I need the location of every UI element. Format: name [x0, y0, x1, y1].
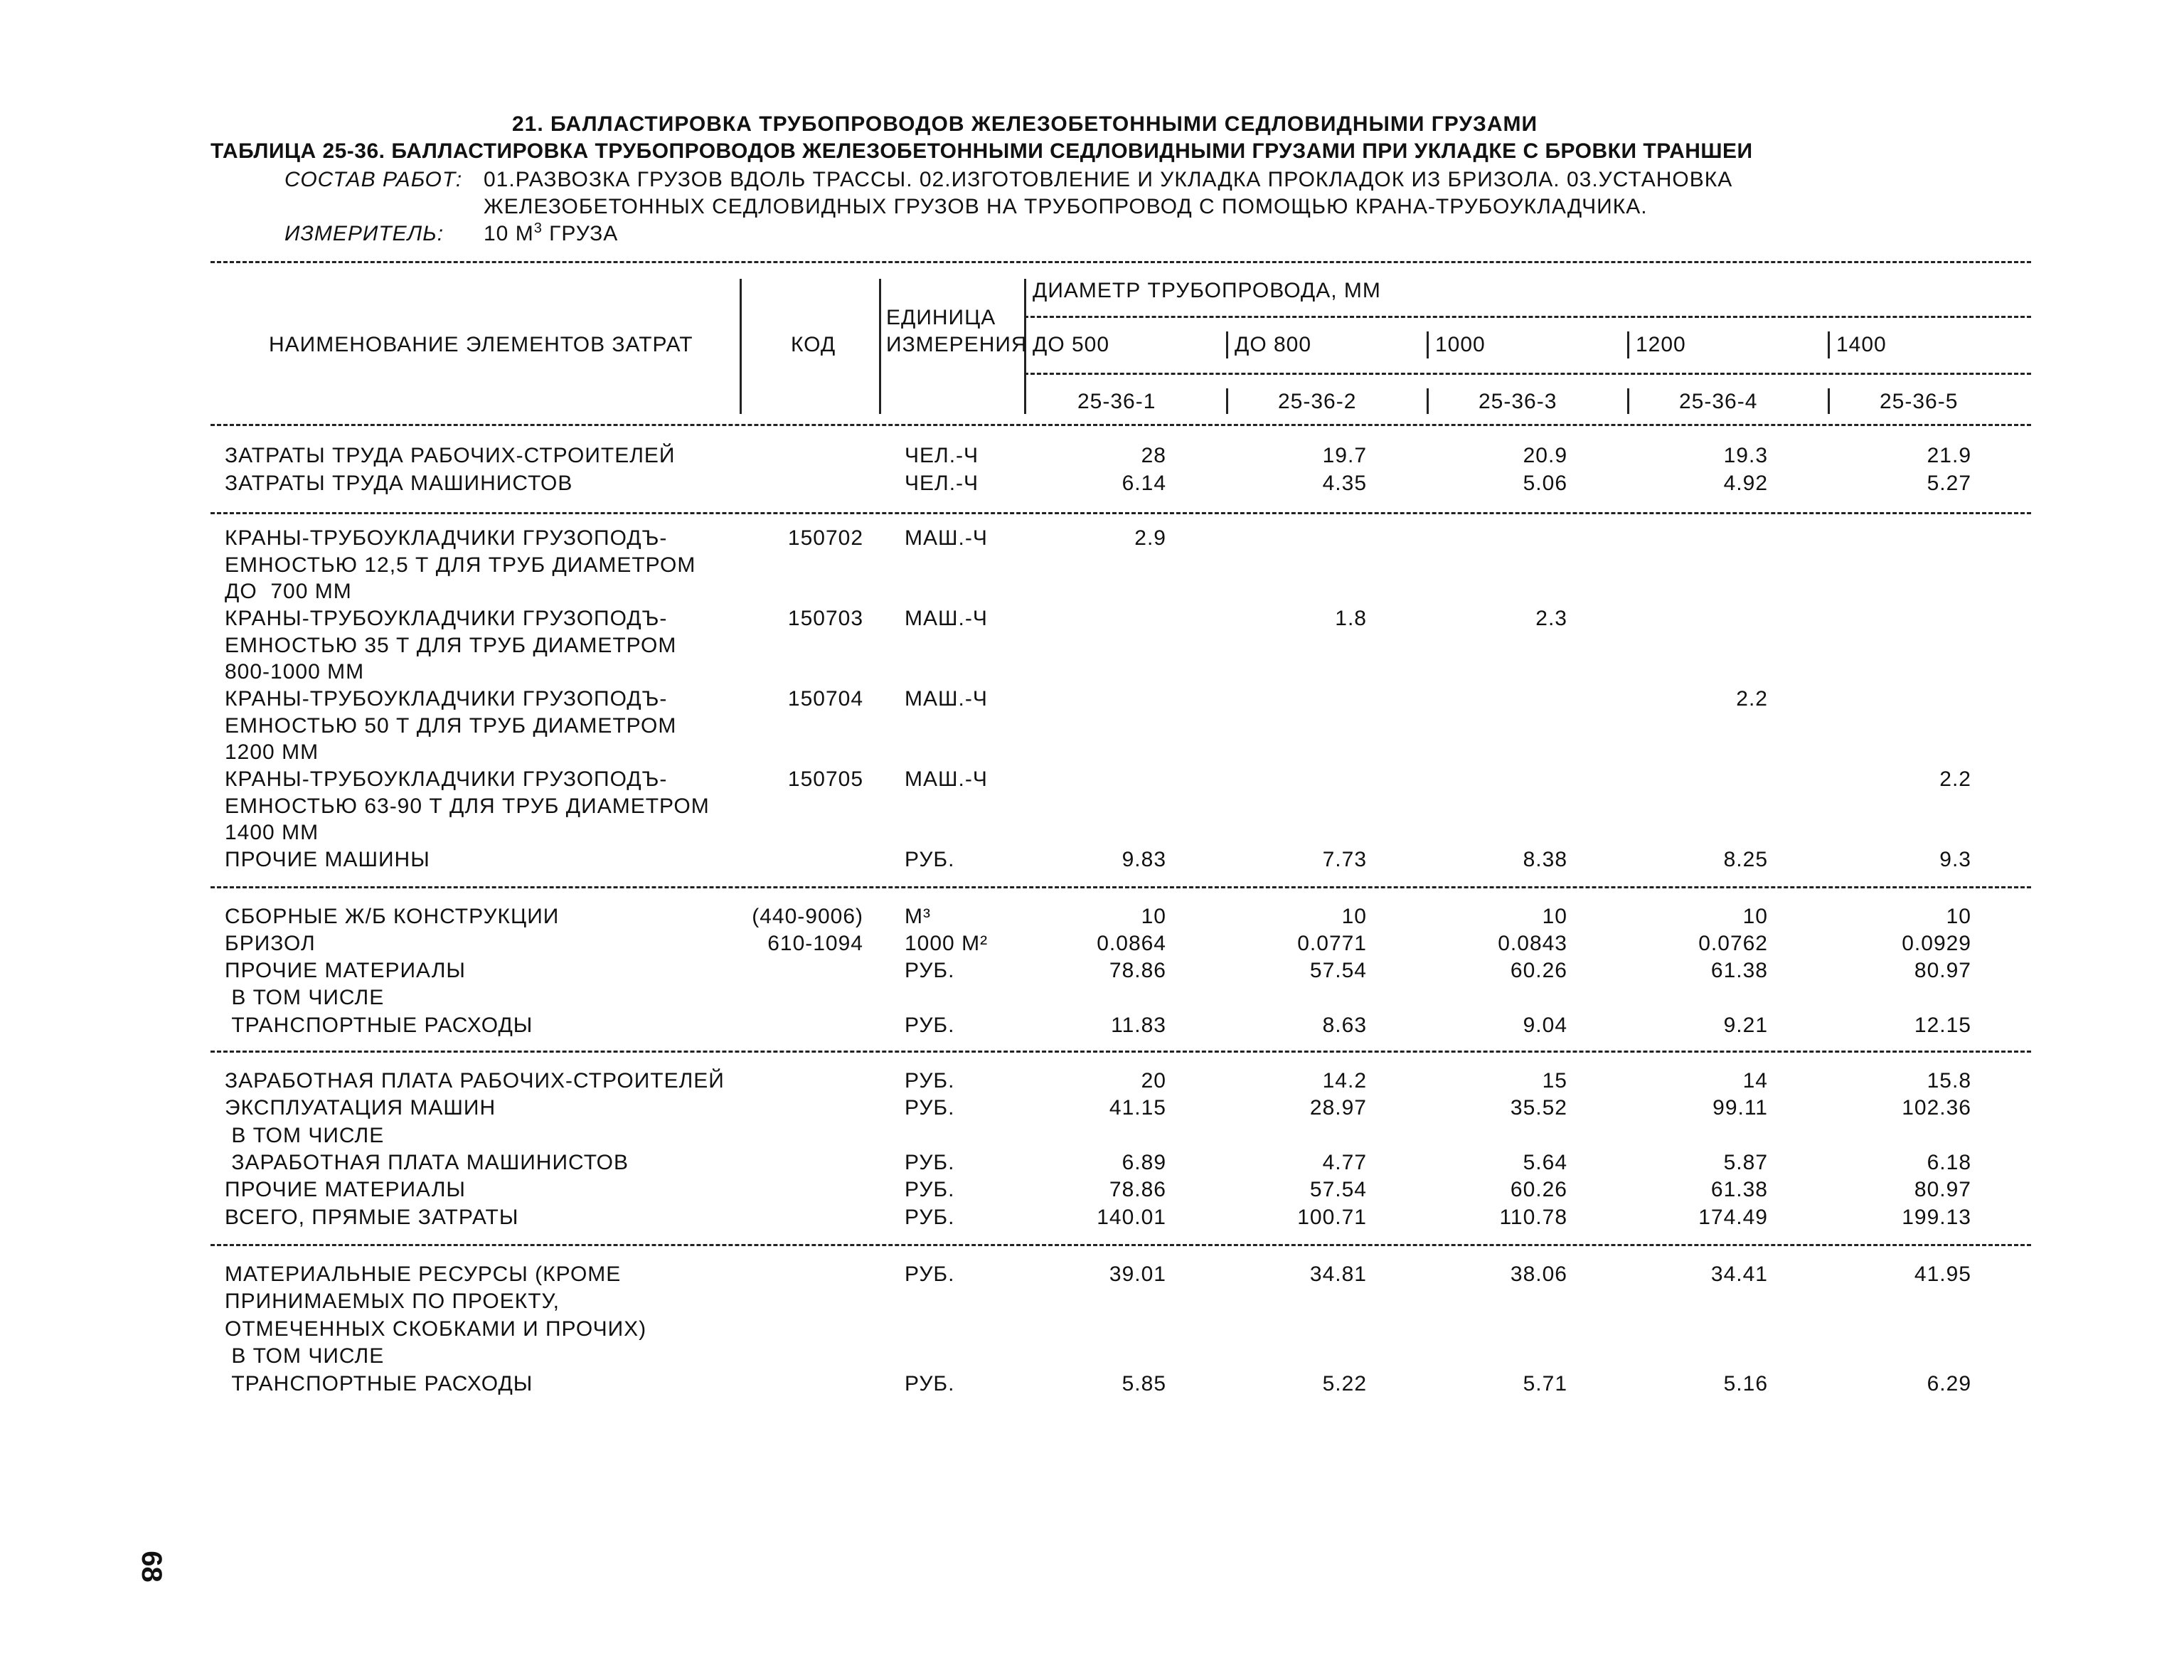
row-value-col-2: 4.35	[1322, 472, 1367, 495]
row-name: ПРОЧИЕ МАТЕРИАЛЫ	[225, 1178, 466, 1201]
row-code: 150702	[787, 526, 863, 550]
row-value-col-5: 5.27	[1927, 472, 1971, 495]
section-rule	[211, 1051, 2031, 1053]
row-name: ЗАТРАТЫ ТРУДА РАБОЧИХ-СТРОИТЕЛЕЙ	[225, 444, 676, 467]
row-name: КРАНЫ-ТРУБОУКЛАДЧИКИ ГРУЗОПОДЪ-	[225, 687, 668, 711]
row-unit: РУБ.	[905, 1151, 955, 1174]
row-unit: РУБ.	[905, 1096, 955, 1120]
row-value-col-5: 6.29	[1927, 1372, 1971, 1395]
row-name: ЕМНОСТЬЮ 63-90 Т ДЛЯ ТРУБ ДИАМЕТРОМ	[225, 794, 710, 818]
row-value-col-4: 5.16	[1723, 1372, 1768, 1395]
column-divider	[1627, 388, 1629, 414]
row-code: (440-9006)	[752, 905, 863, 928]
header-diameter-group: ДИАМЕТР ТРУБОПРОВОДА, ММ	[1033, 279, 1381, 302]
row-name: 800-1000 ММ	[225, 660, 365, 684]
row-value-col-4: 10	[1742, 905, 1768, 928]
row-value-col-5: 80.97	[1914, 1178, 1971, 1201]
row-name: МАТЕРИАЛЬНЫЕ РЕСУРСЫ (КРОМЕ	[225, 1262, 622, 1286]
row-value-col-2: 57.54	[1309, 1178, 1367, 1201]
row-unit: М³	[905, 905, 931, 928]
row-value-col-4: 4.92	[1723, 472, 1768, 495]
row-value-col-2: 10	[1341, 905, 1367, 928]
row-name: ЗАРАБОТНАЯ ПЛАТА РАБОЧИХ-СТРОИТЕЛЕЙ	[225, 1069, 725, 1092]
rule	[211, 424, 2031, 426]
row-value-col-4: 61.38	[1710, 959, 1768, 982]
header-diameter-500: ДО 500	[1033, 333, 1110, 356]
row-value-col-2: 100.71	[1297, 1206, 1367, 1229]
row-unit: МАШ.-Ч	[905, 687, 988, 711]
row-value-col-1: 20	[1141, 1069, 1166, 1092]
header-name-column: НАИМЕНОВАНИЕ ЭЛЕМЕНТОВ ЗАТРАТ	[269, 333, 693, 356]
column-divider	[740, 279, 742, 414]
row-value-col-2: 28.97	[1309, 1096, 1367, 1120]
row-unit: РУБ.	[905, 1262, 955, 1286]
row-name: КРАНЫ-ТРУБОУКЛАДЧИКИ ГРУЗОПОДЪ-	[225, 607, 668, 630]
row-value-col-3: 5.64	[1523, 1151, 1567, 1174]
row-value-col-3: 110.78	[1499, 1206, 1567, 1229]
row-name: ПРОЧИЕ МАШИНЫ	[225, 848, 430, 871]
header-diameter-800: ДО 800	[1235, 333, 1312, 356]
row-name: ОТМЕЧЕННЫХ СКОБКАМИ И ПРОЧИХ)	[225, 1317, 647, 1341]
row-value-col-5: 2.2	[1939, 767, 1971, 791]
row-value-col-1: 78.86	[1109, 959, 1166, 982]
header-code-25-36-4: 25-36-4	[1679, 390, 1758, 413]
section-title: 21. БАЛЛАСТИРОВКА ТРУБОПРОВОДОВ ЖЕЛЕЗОБЕТОННЫМИ СЕДЛОВИДНЫМИ ГРУЗАМИ	[512, 112, 1538, 136]
row-value-col-5: 102.36	[1902, 1096, 1971, 1120]
work-composition-line-1: 01.РАЗВОЗКА ГРУЗОВ ВДОЛЬ ТРАССЫ. 02.ИЗГОТОВЛЕНИЕ И УКЛАДКА ПРОКЛАДОК ИЗ БРИЗОЛА. 03.УСТАНОВКА	[484, 168, 1733, 191]
row-value-col-4: 2.2	[1736, 687, 1768, 711]
row-name: КРАНЫ-ТРУБОУКЛАДЧИКИ ГРУЗОПОДЪ-	[225, 526, 668, 550]
row-unit: 1000 М²	[905, 932, 989, 955]
row-value-col-1: 9.83	[1122, 848, 1166, 871]
row-unit: РУБ.	[905, 959, 955, 982]
row-unit: РУБ.	[905, 1014, 955, 1037]
row-code: 610-1094	[767, 932, 863, 955]
unit-label: ИЗМЕРИТЕЛЬ:	[284, 222, 444, 245]
column-divider	[1226, 331, 1228, 358]
row-name: БРИЗОЛ	[225, 932, 316, 955]
row-unit: РУБ.	[905, 1372, 955, 1395]
row-value-col-4: 61.38	[1710, 1178, 1768, 1201]
row-value-col-5: 6.18	[1927, 1151, 1971, 1174]
row-name: ПРИНИМАЕМЫХ ПО ПРОЕКТУ,	[225, 1290, 560, 1313]
row-value-col-3: 8.38	[1523, 848, 1567, 871]
table-title: ТАБЛИЦА 25-36. БАЛЛАСТИРОВКА ТРУБОПРОВОДОВ ЖЕЛЕЗОБЕТОННЫМИ СЕДЛОВИДНЫМИ ГРУЗАМИ ПРИ УКЛАДКЕ С БРОВКИ ТРАНШЕИ	[211, 139, 1753, 163]
column-divider	[1828, 388, 1830, 414]
row-name: 1400 ММ	[225, 821, 319, 844]
column-divider	[1828, 331, 1830, 358]
row-value-col-3: 20.9	[1523, 444, 1567, 467]
header-unit-column-1: ЕДИНИЦА	[886, 306, 996, 329]
row-value-col-1: 6.89	[1122, 1151, 1166, 1174]
row-value-col-1: 5.85	[1122, 1372, 1166, 1395]
rule	[1024, 316, 2031, 318]
row-name: ТРАНСПОРТНЫЕ РАСХОДЫ	[225, 1372, 533, 1395]
row-value-col-5: 199.13	[1902, 1206, 1971, 1229]
row-value-col-1: 78.86	[1109, 1178, 1166, 1201]
row-unit: МАШ.-Ч	[905, 767, 988, 791]
row-value-col-2: 7.73	[1322, 848, 1367, 871]
row-value-col-4: 8.25	[1723, 848, 1768, 871]
row-value-col-2: 57.54	[1309, 959, 1367, 982]
unit-value: 10 $М^3$ ГРУЗА	[484, 220, 619, 245]
row-value-col-3: 2.3	[1535, 607, 1567, 630]
row-value-col-2: 4.77	[1322, 1151, 1367, 1174]
row-value-col-4: 0.0762	[1698, 932, 1768, 955]
section-rule	[211, 512, 2031, 514]
header-code-25-36-5: 25-36-5	[1880, 390, 1959, 413]
row-name: В ТОМ ЧИСЛЕ	[225, 1124, 385, 1147]
row-value-col-3: 38.06	[1510, 1262, 1567, 1286]
row-name: В ТОМ ЧИСЛЕ	[225, 1344, 385, 1368]
row-value-col-3: 35.52	[1510, 1096, 1567, 1120]
row-value-col-1: 140.01	[1097, 1206, 1166, 1229]
row-name: ВСЕГО, ПРЯМЫЕ ЗАТРАТЫ	[225, 1206, 519, 1229]
row-code: 150705	[787, 767, 863, 791]
row-unit: РУБ.	[905, 848, 955, 871]
row-value-col-1: 2.9	[1134, 526, 1166, 550]
row-value-col-4: 14	[1742, 1069, 1768, 1092]
row-value-col-1: 10	[1141, 905, 1166, 928]
row-value-col-5: 15.8	[1927, 1069, 1971, 1092]
header-code-25-36-1: 25-36-1	[1077, 390, 1156, 413]
row-unit: МАШ.-Ч	[905, 526, 988, 550]
rule	[1024, 373, 2031, 375]
row-value-col-5: 12.15	[1914, 1014, 1971, 1037]
row-value-col-5: 10	[1946, 905, 1971, 928]
section-rule	[211, 1244, 2031, 1246]
row-value-col-2: 8.63	[1322, 1014, 1367, 1037]
row-value-col-2: 14.2	[1322, 1069, 1367, 1092]
row-name: ДО 700 ММ	[225, 580, 352, 603]
row-value-col-2: 0.0771	[1297, 932, 1367, 955]
row-value-col-1: 41.15	[1109, 1096, 1166, 1120]
row-value-col-3: 5.06	[1523, 472, 1567, 495]
row-name: 1200 ММ	[225, 740, 319, 764]
header-diameter-1200: 1200	[1636, 333, 1686, 356]
row-value-col-5: 21.9	[1927, 444, 1971, 467]
section-rule	[211, 886, 2031, 888]
header-unit-column-2: ИЗМЕРЕНИЯ	[886, 333, 1028, 356]
row-value-col-5: 41.95	[1914, 1262, 1971, 1286]
row-name: ЕМНОСТЬЮ 35 Т ДЛЯ ТРУБ ДИАМЕТРОМ	[225, 634, 677, 657]
row-value-col-1: 0.0864	[1097, 932, 1166, 955]
column-divider	[1627, 331, 1629, 358]
header-code-25-36-3: 25-36-3	[1479, 390, 1557, 413]
row-value-col-3: 60.26	[1510, 959, 1567, 982]
row-value-col-3: 5.71	[1523, 1372, 1567, 1395]
row-name: В ТОМ ЧИСЛЕ	[225, 986, 385, 1009]
row-unit: РУБ.	[905, 1069, 955, 1092]
row-name: ЭКСПЛУАТАЦИЯ МАШИН	[225, 1096, 496, 1120]
row-name: СБОРНЫЕ Ж/Б КОНСТРУКЦИИ	[225, 905, 560, 928]
column-divider	[1226, 388, 1228, 414]
row-value-col-3: 60.26	[1510, 1178, 1567, 1201]
row-name: ЗАРАБОТНАЯ ПЛАТА МАШИНИСТОВ	[225, 1151, 629, 1174]
row-value-col-5: 0.0929	[1902, 932, 1971, 955]
row-unit: МАШ.-Ч	[905, 607, 988, 630]
row-name: ЗАТРАТЫ ТРУДА МАШИНИСТОВ	[225, 472, 573, 495]
rule	[211, 261, 2031, 263]
column-divider	[1427, 331, 1429, 358]
row-unit: РУБ.	[905, 1206, 955, 1229]
row-value-col-1: 6.14	[1122, 472, 1166, 495]
row-code: 150704	[787, 687, 863, 711]
header-diameter-1400: 1400	[1836, 333, 1887, 356]
row-value-col-1: 39.01	[1109, 1262, 1166, 1286]
row-name: ПРОЧИЕ МАТЕРИАЛЫ	[225, 959, 466, 982]
work-composition-line-2: ЖЕЛЕЗОБЕТОННЫХ СЕДЛОВИДНЫХ ГРУЗОВ НА ТРУБОПРОВОД С ПОМОЩЬЮ КРАНА-ТРУБОУКЛАДЧИКА.	[484, 195, 1648, 218]
row-value-col-4: 174.49	[1698, 1206, 1768, 1229]
row-value-col-3: 10	[1542, 905, 1567, 928]
column-divider	[879, 279, 881, 414]
row-unit: ЧЕЛ.-Ч	[905, 444, 979, 467]
row-value-col-2: 1.8	[1335, 607, 1367, 630]
row-value-col-4: 99.11	[1712, 1096, 1768, 1120]
row-value-col-2: 19.7	[1322, 444, 1367, 467]
row-value-col-3: 9.04	[1523, 1014, 1567, 1037]
row-value-col-1: 28	[1141, 444, 1166, 467]
row-value-col-4: 34.41	[1710, 1262, 1768, 1286]
row-value-col-5: 80.97	[1914, 959, 1971, 982]
row-value-col-4: 9.21	[1723, 1014, 1768, 1037]
row-unit: ЧЕЛ.-Ч	[905, 472, 979, 495]
header-code-column: КОД	[791, 333, 836, 356]
row-code: 150703	[787, 607, 863, 630]
row-name: ЕМНОСТЬЮ 12,5 Т ДЛЯ ТРУБ ДИАМЕТРОМ	[225, 553, 696, 577]
row-value-col-4: 5.87	[1723, 1151, 1768, 1174]
row-name: ТРАНСПОРТНЫЕ РАСХОДЫ	[225, 1014, 533, 1037]
row-value-col-4: 19.3	[1723, 444, 1768, 467]
work-composition-label: СОСТАВ РАБОТ:	[284, 168, 463, 191]
row-value-col-1: 11.83	[1111, 1014, 1166, 1037]
row-value-col-3: 0.0843	[1498, 932, 1567, 955]
row-value-col-5: 9.3	[1939, 848, 1971, 871]
row-value-col-2: 5.22	[1322, 1372, 1367, 1395]
row-value-col-2: 34.81	[1309, 1262, 1367, 1286]
column-divider	[1427, 388, 1429, 414]
page-number: 68	[135, 1551, 167, 1583]
header-code-25-36-2: 25-36-2	[1278, 390, 1357, 413]
row-unit: РУБ.	[905, 1178, 955, 1201]
row-name: КРАНЫ-ТРУБОУКЛАДЧИКИ ГРУЗОПОДЪ-	[225, 767, 668, 791]
row-name: ЕМНОСТЬЮ 50 Т ДЛЯ ТРУБ ДИАМЕТРОМ	[225, 714, 677, 738]
row-value-col-3: 15	[1542, 1069, 1567, 1092]
header-diameter-1000: 1000	[1435, 333, 1486, 356]
